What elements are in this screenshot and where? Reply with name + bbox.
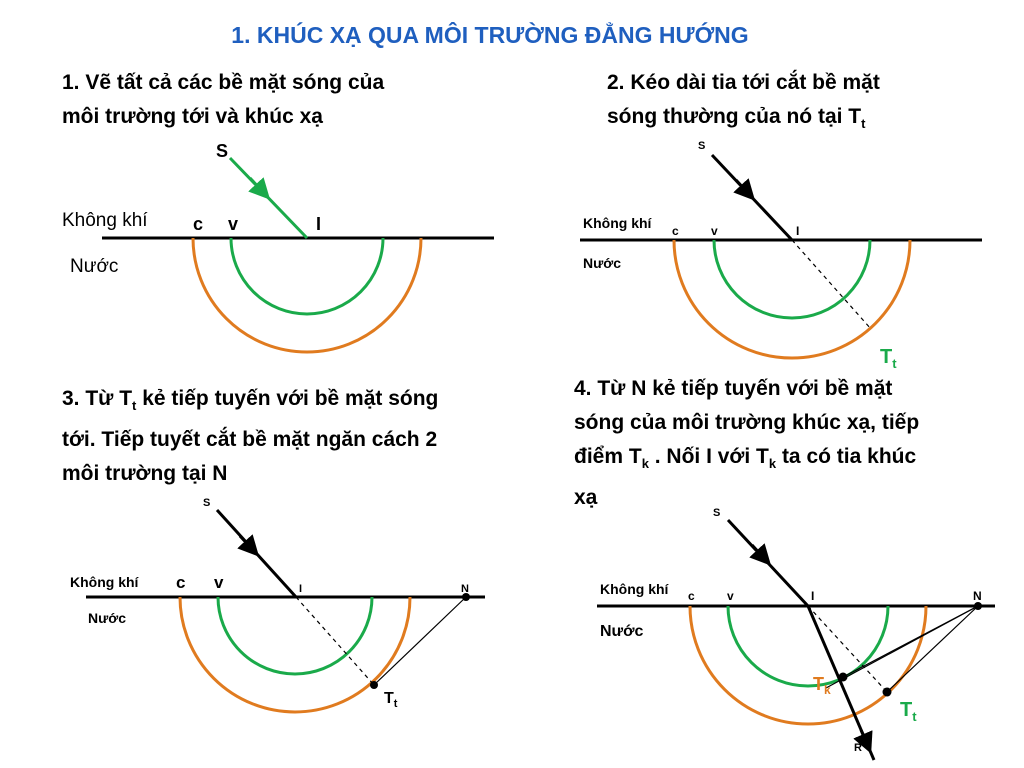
step-4-line-3: điểm $T_k$ . Nối I với $T_k$ ta có tia khúc xyxy=(574,445,917,472)
point-N xyxy=(974,602,982,610)
label-S: S xyxy=(216,141,229,161)
diagram-2 xyxy=(580,140,982,371)
step-2-line-2: sóng thường của nó tại $T_t$ xyxy=(607,105,866,132)
label-c: c xyxy=(193,214,204,234)
label-N: N xyxy=(973,589,982,603)
incident-ray-arrow xyxy=(736,180,748,193)
label-v: v xyxy=(214,573,224,592)
label-air: Không khí xyxy=(62,210,148,231)
incident-ray-arrow xyxy=(752,545,764,558)
point-Tt xyxy=(370,681,378,689)
tangent-Tt-N xyxy=(887,606,978,692)
tangent-Tt-N xyxy=(374,597,466,685)
incident-ray-arrow xyxy=(240,536,252,549)
step-3-line-1: 3. Từ $T_t$ kẻ tiếp tuyến với bề mặt sóng xyxy=(62,387,439,414)
label-air: Không khí xyxy=(600,581,669,597)
incident-ray xyxy=(230,158,307,238)
label-I: I xyxy=(796,224,800,238)
incident-ray xyxy=(217,510,296,597)
wavefront-water xyxy=(728,606,888,686)
label-R: R xyxy=(854,742,862,754)
label-S: S xyxy=(698,140,706,152)
label-v: v xyxy=(727,589,734,603)
label-c: c xyxy=(688,589,695,603)
wavefront-air xyxy=(193,238,421,352)
label-v: v xyxy=(228,214,239,234)
step-4-line-4: xạ xyxy=(574,486,598,510)
label-water: Nước xyxy=(600,623,644,640)
label-Tt: $T_t$ xyxy=(880,346,897,371)
step-3-line-2: tới. Tiếp tuyết cắt bề mặt ngăn cách 2 xyxy=(62,428,438,452)
wavefront-water xyxy=(231,238,383,314)
step-4-line-1: 4. Từ N kẻ tiếp tuyến với bề mặt xyxy=(574,377,893,400)
label-water: Nước xyxy=(70,256,119,277)
incident-ray xyxy=(712,155,792,240)
label-S: S xyxy=(203,497,211,509)
step-1-line-1: 1. Vẽ tất cả các bề mặt sóng của xyxy=(62,71,385,94)
label-water: Nước xyxy=(88,610,126,626)
step-1-line-2: môi trường tới và khúc xạ xyxy=(62,105,323,128)
diagram-4 xyxy=(597,507,995,760)
wavefront-air xyxy=(674,240,910,358)
wavefront-water xyxy=(714,240,870,318)
diagram-3 xyxy=(70,497,485,712)
label-air: Không khí xyxy=(70,574,139,590)
diagram-1 xyxy=(62,141,494,352)
label-I: I xyxy=(811,589,815,603)
label-S: S xyxy=(713,507,721,519)
label-Tt: $T_t$ xyxy=(384,690,398,710)
label-I: I xyxy=(299,583,303,595)
label-c: c xyxy=(176,573,186,592)
point-Tt xyxy=(883,688,892,697)
label-Tk: $T_k$ xyxy=(813,674,831,697)
step-4-line-2: sóng của môi trường khúc xạ, tiếp xyxy=(574,411,920,434)
label-air: Không khí xyxy=(583,215,652,231)
wavefront-water xyxy=(218,597,372,674)
label-water: Nước xyxy=(583,255,621,271)
label-c: c xyxy=(672,224,679,238)
incident-ray xyxy=(728,520,808,606)
incident-ray-arrow xyxy=(250,178,263,192)
label-N: N xyxy=(461,583,469,595)
point-Tk xyxy=(839,673,848,682)
label-I: I xyxy=(316,214,322,234)
page-title: 1. KHÚC XẠ QUA MÔI TRƯỜNG ĐẲNG HƯỚNG xyxy=(231,22,749,48)
ray-extension xyxy=(792,240,871,329)
wavefront-air xyxy=(180,597,410,712)
label-Tt: $T_t$ xyxy=(900,699,917,724)
step-2-line-1: 2. Kéo dài tia tới cắt bề mặt xyxy=(607,71,880,94)
label-v: v xyxy=(711,224,718,238)
step-3-line-3: môi trường tại N xyxy=(62,462,228,486)
wavefront-air xyxy=(690,606,926,724)
